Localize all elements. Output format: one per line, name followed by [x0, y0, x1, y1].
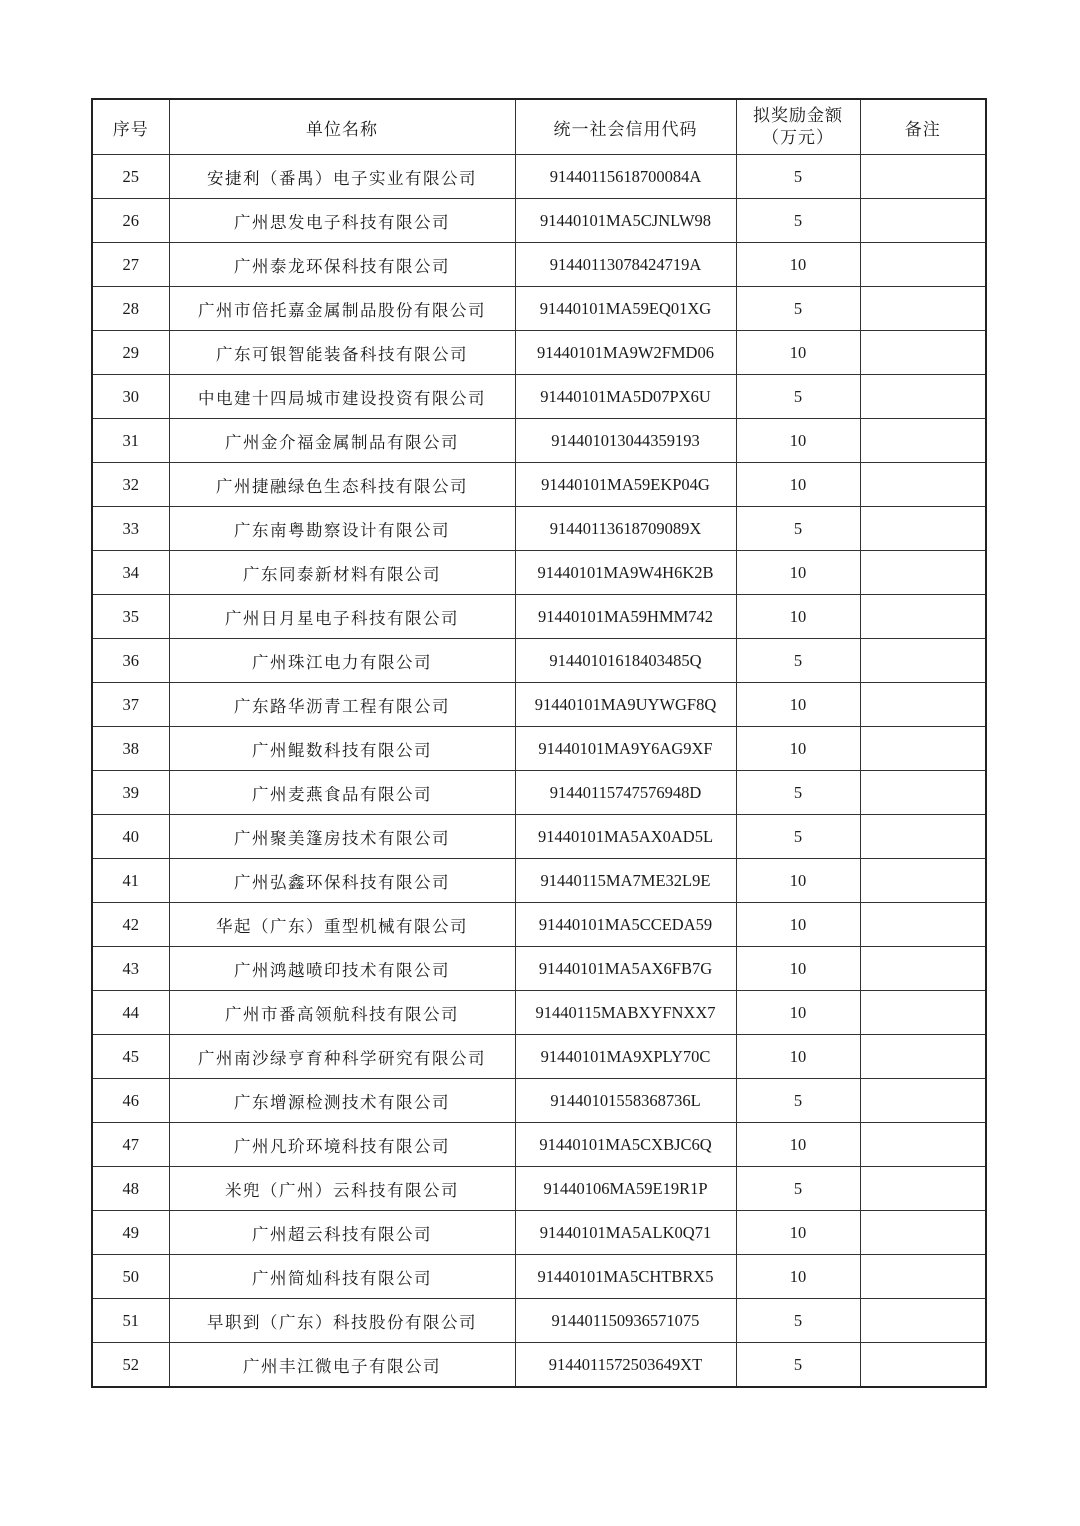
table-row	[92, 331, 986, 375]
cell-unit-name: 广州弘鑫环保科技有限公司	[169, 859, 515, 903]
cell-unit-name: 中电建十四局城市建设投资有限公司	[169, 375, 515, 419]
cell-unit-name: 米兜（广州）云科技有限公司	[169, 1167, 515, 1211]
cell-credit-code: 91440101MA59EQ01XG	[515, 287, 736, 331]
table-row	[92, 375, 986, 419]
cell-note	[860, 727, 986, 771]
cell-note	[860, 331, 986, 375]
cell-index: 36	[92, 639, 169, 683]
cell-credit-code: 91440101MA59EKP04G	[515, 463, 736, 507]
cell-unit-name: 广东增源检测技术有限公司	[169, 1079, 515, 1123]
table-row	[92, 419, 986, 463]
cell-award-amount: 5	[736, 287, 860, 331]
cell-unit-name: 广州简灿科技有限公司	[169, 1255, 515, 1299]
table-row	[92, 243, 986, 287]
cell-note	[860, 771, 986, 815]
cell-note	[860, 947, 986, 991]
cell-credit-code: 91440101MA9Y6AG9XF	[515, 727, 736, 771]
cell-unit-name: 广州聚美篷房技术有限公司	[169, 815, 515, 859]
cell-award-amount: 10	[736, 595, 860, 639]
cell-index: 46	[92, 1079, 169, 1123]
table-row	[92, 595, 986, 639]
cell-award-amount: 5	[736, 771, 860, 815]
table-row	[92, 639, 986, 683]
table-row	[92, 947, 986, 991]
cell-index: 44	[92, 991, 169, 1035]
cell-award-amount: 5	[736, 155, 860, 199]
header-credit-code: 统一社会信用代码	[515, 99, 736, 155]
cell-index: 26	[92, 199, 169, 243]
cell-credit-code: 91440101MA9XPLY70C	[515, 1035, 736, 1079]
table-row	[92, 1123, 986, 1167]
cell-unit-name: 广州鸿越喷印技术有限公司	[169, 947, 515, 991]
cell-award-amount: 10	[736, 683, 860, 727]
cell-index: 34	[92, 551, 169, 595]
cell-index: 38	[92, 727, 169, 771]
cell-credit-code: 91440101558368736L	[515, 1079, 736, 1123]
header-award-amount-line2: （万元）	[762, 128, 834, 148]
cell-note	[860, 859, 986, 903]
cell-note	[860, 375, 986, 419]
cell-index: 52	[92, 1343, 169, 1388]
table-row	[92, 463, 986, 507]
table-row	[92, 1299, 986, 1343]
header-award-amount-line1: 拟奖励金额	[753, 106, 843, 126]
cell-index: 47	[92, 1123, 169, 1167]
table-row	[92, 155, 986, 199]
cell-award-amount: 5	[736, 507, 860, 551]
cell-index: 29	[92, 331, 169, 375]
cell-index: 45	[92, 1035, 169, 1079]
cell-award-amount: 5	[736, 375, 860, 419]
cell-note	[860, 991, 986, 1035]
cell-award-amount: 10	[736, 551, 860, 595]
cell-note	[860, 1299, 986, 1343]
cell-unit-name: 广州超云科技有限公司	[169, 1211, 515, 1255]
cell-index: 49	[92, 1211, 169, 1255]
cell-credit-code: 91440113618709089X	[515, 507, 736, 551]
header-award-amount	[736, 99, 860, 155]
cell-award-amount: 5	[736, 1343, 860, 1388]
cell-note	[860, 1079, 986, 1123]
cell-note	[860, 287, 986, 331]
cell-note	[860, 903, 986, 947]
cell-credit-code: 91440101MA5CJNLW98	[515, 199, 736, 243]
cell-unit-name: 广州珠江电力有限公司	[169, 639, 515, 683]
cell-unit-name: 广州鲲数科技有限公司	[169, 727, 515, 771]
cell-note	[860, 155, 986, 199]
cell-note	[860, 1343, 986, 1388]
cell-credit-code: 91440101MA5AX6FB7G	[515, 947, 736, 991]
cell-index: 43	[92, 947, 169, 991]
cell-credit-code: 91440115747576948D	[515, 771, 736, 815]
cell-unit-name: 广州思发电子科技有限公司	[169, 199, 515, 243]
table-row	[92, 1079, 986, 1123]
cell-note	[860, 419, 986, 463]
cell-credit-code: 91440115MABXYFNXX7	[515, 991, 736, 1035]
cell-unit-name: 广东路华沥青工程有限公司	[169, 683, 515, 727]
cell-credit-code: 9144011572503649XT	[515, 1343, 736, 1388]
cell-index: 42	[92, 903, 169, 947]
cell-award-amount: 5	[736, 639, 860, 683]
cell-award-amount: 10	[736, 859, 860, 903]
cell-award-amount: 5	[736, 1167, 860, 1211]
cell-unit-name: 广州捷融绿色生态科技有限公司	[169, 463, 515, 507]
cell-note	[860, 551, 986, 595]
cell-unit-name: 广东南粤勘察设计有限公司	[169, 507, 515, 551]
cell-note	[860, 815, 986, 859]
cell-note	[860, 1255, 986, 1299]
cell-unit-name: 广州凡玠环境科技有限公司	[169, 1123, 515, 1167]
cell-note	[860, 683, 986, 727]
cell-index: 33	[92, 507, 169, 551]
cell-credit-code: 91440115MA7ME32L9E	[515, 859, 736, 903]
cell-award-amount: 10	[736, 243, 860, 287]
cell-index: 41	[92, 859, 169, 903]
cell-index: 39	[92, 771, 169, 815]
cell-note	[860, 199, 986, 243]
cell-note	[860, 243, 986, 287]
table-row	[92, 1255, 986, 1299]
cell-note	[860, 507, 986, 551]
cell-credit-code: 91440101MA9W4H6K2B	[515, 551, 736, 595]
cell-index: 28	[92, 287, 169, 331]
cell-award-amount: 10	[736, 1123, 860, 1167]
cell-credit-code: 91440101MA9W2FMD06	[515, 331, 736, 375]
cell-unit-name: 广州丰江微电子有限公司	[169, 1343, 515, 1388]
cell-credit-code: 91440106MA59E19R1P	[515, 1167, 736, 1211]
table-row	[92, 683, 986, 727]
cell-note	[860, 639, 986, 683]
table-row	[92, 1167, 986, 1211]
cell-credit-code: 91440101MA59HMM742	[515, 595, 736, 639]
cell-award-amount: 10	[736, 991, 860, 1035]
cell-award-amount: 10	[736, 463, 860, 507]
cell-credit-code: 91440101MA5CXBJC6Q	[515, 1123, 736, 1167]
table-row	[92, 727, 986, 771]
cell-unit-name: 广东可银智能装备科技有限公司	[169, 331, 515, 375]
cell-credit-code: 91440101MA5CHTBRX5	[515, 1255, 736, 1299]
cell-index: 37	[92, 683, 169, 727]
cell-note	[860, 1211, 986, 1255]
cell-unit-name: 华起（广东）重型机械有限公司	[169, 903, 515, 947]
cell-unit-name: 广州泰龙环保科技有限公司	[169, 243, 515, 287]
cell-note	[860, 463, 986, 507]
cell-unit-name: 广州南沙绿亨育种科学研究有限公司	[169, 1035, 515, 1079]
table-header	[92, 99, 986, 155]
table-row	[92, 771, 986, 815]
table-row	[92, 815, 986, 859]
cell-credit-code: 91440101MA5AX0AD5L	[515, 815, 736, 859]
table-row	[92, 991, 986, 1035]
table-row	[92, 1035, 986, 1079]
cell-unit-name: 广州市番高领航科技有限公司	[169, 991, 515, 1035]
cell-credit-code: 91440101MA5D07PX6U	[515, 375, 736, 419]
cell-award-amount: 10	[736, 947, 860, 991]
cell-award-amount: 10	[736, 903, 860, 947]
cell-award-amount: 10	[736, 419, 860, 463]
cell-credit-code: 91440115618700084A	[515, 155, 736, 199]
table-row	[92, 199, 986, 243]
table-row	[92, 903, 986, 947]
cell-award-amount: 5	[736, 1299, 860, 1343]
table-body	[92, 155, 986, 1388]
table-row	[92, 1343, 986, 1388]
cell-index: 40	[92, 815, 169, 859]
cell-index: 27	[92, 243, 169, 287]
header-unit-name: 单位名称	[169, 99, 515, 155]
header-index: 序号	[92, 99, 169, 155]
table-row	[92, 1211, 986, 1255]
cell-index: 51	[92, 1299, 169, 1343]
cell-index: 48	[92, 1167, 169, 1211]
cell-unit-name: 安捷利（番禺）电子实业有限公司	[169, 155, 515, 199]
cell-note	[860, 595, 986, 639]
table-row	[92, 507, 986, 551]
cell-index: 31	[92, 419, 169, 463]
cell-unit-name: 广东同泰新材料有限公司	[169, 551, 515, 595]
cell-note	[860, 1167, 986, 1211]
cell-award-amount: 10	[736, 727, 860, 771]
header-row	[92, 99, 986, 155]
award-list-table	[91, 98, 987, 1388]
cell-credit-code: 91440101MA9UYWGF8Q	[515, 683, 736, 727]
cell-award-amount: 5	[736, 1079, 860, 1123]
cell-note	[860, 1035, 986, 1079]
cell-credit-code: 91440101MA5ALK0Q71	[515, 1211, 736, 1255]
cell-award-amount: 10	[736, 1035, 860, 1079]
cell-index: 30	[92, 375, 169, 419]
cell-credit-code: 914401013044359193	[515, 419, 736, 463]
cell-index: 25	[92, 155, 169, 199]
cell-unit-name: 早职到（广东）科技股份有限公司	[169, 1299, 515, 1343]
cell-award-amount: 10	[736, 1211, 860, 1255]
cell-note	[860, 1123, 986, 1167]
cell-award-amount: 10	[736, 331, 860, 375]
cell-credit-code: 914401150936571075	[515, 1299, 736, 1343]
cell-index: 50	[92, 1255, 169, 1299]
cell-unit-name: 广州日月星电子科技有限公司	[169, 595, 515, 639]
cell-award-amount: 5	[736, 815, 860, 859]
cell-credit-code: 91440101618403485Q	[515, 639, 736, 683]
cell-index: 32	[92, 463, 169, 507]
cell-award-amount: 10	[736, 1255, 860, 1299]
header-note: 备注	[860, 99, 986, 155]
cell-credit-code: 91440101MA5CCEDA59	[515, 903, 736, 947]
cell-unit-name: 广州金介福金属制品有限公司	[169, 419, 515, 463]
cell-credit-code: 91440113078424719A	[515, 243, 736, 287]
table-row	[92, 551, 986, 595]
cell-unit-name: 广州市倍托嘉金属制品股份有限公司	[169, 287, 515, 331]
cell-award-amount: 5	[736, 199, 860, 243]
table-row	[92, 287, 986, 331]
table-row	[92, 859, 986, 903]
cell-index: 35	[92, 595, 169, 639]
cell-unit-name: 广州麦燕食品有限公司	[169, 771, 515, 815]
